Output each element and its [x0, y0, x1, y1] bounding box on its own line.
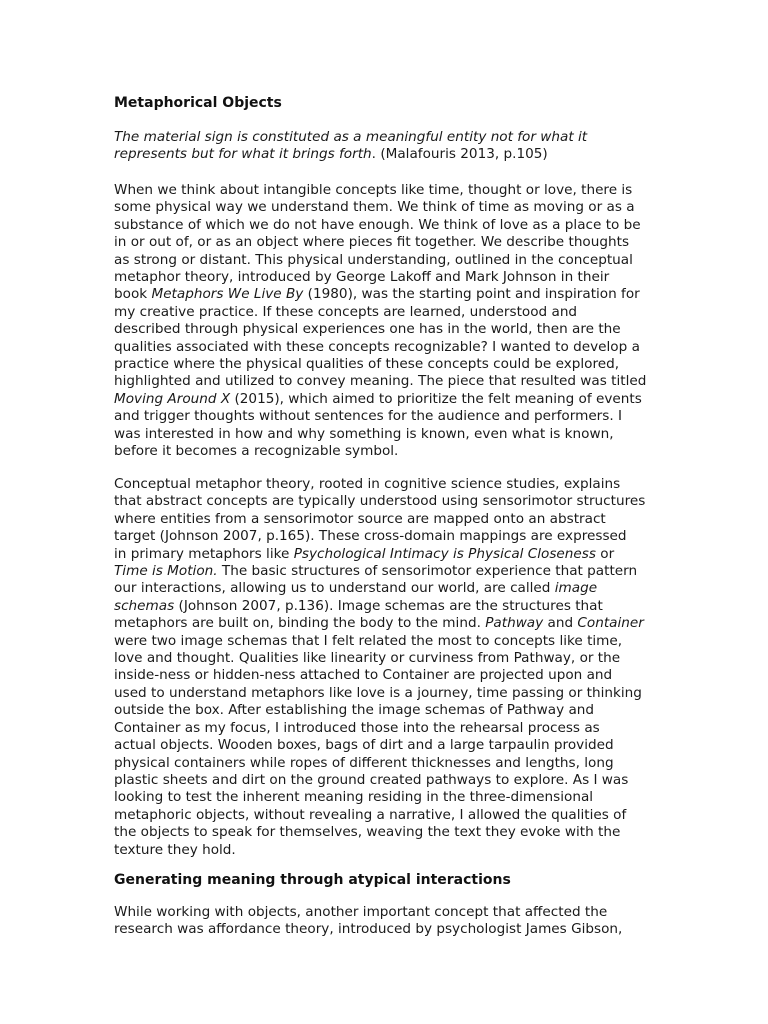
text-line — [114, 269, 662, 286]
text-run: metaphor theory, introduced by George Lakoff and Mark Johnson in their — [114, 269, 610, 286]
text-run: (2015), which aimed to prioritize the felt meaning of events — [230, 390, 642, 407]
text-line — [114, 789, 662, 806]
text-line — [114, 339, 662, 356]
text-line — [114, 426, 662, 443]
text-line — [114, 252, 662, 269]
text-run: our interactions, allowing us to understand our world, are called — [114, 580, 555, 597]
text-run: metaphors are built on, binding the body to the mind. — [114, 615, 486, 632]
text-run: Conceptual metaphor theory, rooted in cognitive science studies, explains — [114, 476, 621, 492]
text-line — [114, 615, 662, 632]
text-line — [114, 356, 662, 373]
section-heading-generating-meaning: Generating meaning through atypical interactions — [114, 872, 511, 888]
epigraph-quote — [114, 129, 662, 164]
text-line — [114, 842, 662, 859]
text-line — [114, 633, 662, 650]
text-run: research was affordance theory, introduced by psychologist James Gibson, — [114, 921, 623, 938]
text-run: described through physical experiences one has in the world, then are the — [114, 321, 621, 338]
text-line — [114, 199, 662, 216]
text-line — [114, 807, 662, 824]
text-run: as strong or distant. This physical understanding, outlined in the conceptual — [114, 251, 633, 268]
italic-text-run: represents but for what it brings forth — [114, 146, 372, 163]
text-run: before it becomes a recognizable symbol. — [114, 443, 399, 460]
text-run: my creative practice. If these concepts are learned, understood and — [114, 303, 578, 320]
text-run: Container as my focus, I introduced those into the rehearsal process as — [114, 719, 600, 736]
text-run: actual objects. Wooden boxes, bags of dirt and a large tarpaulin provided — [114, 737, 614, 754]
paragraph-conceptual-metaphor-theory — [114, 476, 662, 859]
text-line — [114, 702, 662, 719]
text-run: physical containers while ropes of different thicknesses and lengths, long — [114, 754, 614, 771]
text-run: the objects to speak for themselves, weaving the text they evoke with the — [114, 824, 621, 841]
text-run: looking to test the inherent meaning residing in the three-dimensional — [114, 789, 594, 806]
text-line — [114, 921, 662, 938]
text-line — [114, 511, 662, 528]
text-line — [114, 373, 662, 390]
text-run: When we think about intangible concepts like time, thought or love, there is — [114, 182, 633, 198]
text-run: The basic structures of sensorimotor experience that pattern — [217, 563, 638, 580]
text-run: in primary metaphors like — [114, 545, 294, 562]
text-run: and trigger thoughts without sentences for the audience and performers. I — [114, 408, 622, 425]
italic-text-run: Time is Motion. — [114, 563, 218, 580]
text-line — [114, 321, 662, 338]
text-run: inside-ness or hidden-ness attached to Container are projected upon and — [114, 667, 613, 684]
text-run: target (Johnson 2007, p.165). These cross-domain mappings are expressed — [114, 528, 627, 545]
section-heading-metaphorical-objects: Metaphorical Objects — [114, 95, 282, 111]
text-line — [114, 580, 662, 597]
italic-text-run: Moving Around X — [114, 390, 231, 407]
text-run: (Johnson 2007, p.136). Image schemas are the structures that — [174, 597, 603, 614]
text-line — [114, 563, 662, 580]
text-run: qualities associated with these concepts recognizable? I wanted to develop a — [114, 338, 640, 355]
text-line — [114, 546, 662, 563]
text-line — [114, 129, 662, 146]
text-run: (1980), was the starting point and inspiration for — [303, 286, 640, 303]
text-line — [114, 720, 662, 737]
text-run: some physical way we understand them. We think of time as moving or as a — [114, 199, 635, 216]
italic-text-run: Psychological Intimacy is Physical Closeness — [293, 545, 596, 562]
text-line — [114, 146, 662, 163]
text-run: or — [595, 545, 615, 562]
text-run: substance of which we do not have enough. We think of love as a place to be — [114, 216, 641, 233]
text-line — [114, 667, 662, 684]
text-line — [114, 528, 662, 545]
text-run: metaphoric objects, without revealing a narrative, I allowed the qualities of — [114, 806, 627, 823]
text-line — [114, 234, 662, 251]
text-line — [114, 217, 662, 234]
text-run: and — [543, 615, 578, 632]
text-run: texture they hold. — [114, 841, 236, 858]
text-line — [114, 772, 662, 789]
text-line — [114, 904, 662, 921]
italic-text-run: image — [554, 580, 598, 597]
text-run: book — [114, 286, 152, 303]
text-line — [114, 755, 662, 772]
text-line — [114, 493, 662, 510]
text-line — [114, 650, 662, 667]
text-line — [114, 304, 662, 321]
text-run: were two image schemas that I felt related the most to concepts like time, — [114, 632, 623, 649]
italic-text-run: The material sign is constituted as a meaningful entity not for what it — [114, 129, 588, 145]
text-run: love and thought. Qualities like linearity or curviness from Pathway, or the — [114, 650, 621, 667]
italic-text-run: Container — [577, 615, 644, 632]
text-line — [114, 476, 662, 493]
text-line — [114, 737, 662, 754]
text-run: was interested in how and why something is known, even what is known, — [114, 425, 614, 442]
text-run: where entities from a sensorimotor source are mapped onto an abstract — [114, 510, 606, 527]
text-line — [114, 598, 662, 615]
text-line — [114, 182, 662, 199]
text-run: used to understand metaphors like love is a journey, time passing or thinking — [114, 684, 642, 701]
text-run: outside the box. After establishing the image schemas of Pathway and — [114, 702, 595, 719]
text-run: that abstract concepts are typically understood using sensorimotor structures — [114, 493, 646, 510]
text-run: plastic sheets and dirt on the ground created pathways to explore. As I was — [114, 771, 629, 788]
text-run: . (Malafouris 2013, p.105) — [371, 146, 548, 163]
paragraph-intangible-concepts — [114, 182, 662, 461]
text-line — [114, 408, 662, 425]
text-run: highlighted and utilized to convey meaning. The piece that resulted was titled — [114, 373, 647, 390]
italic-text-run: schemas — [114, 597, 175, 614]
italic-text-run: Metaphors We Live By — [151, 286, 304, 303]
text-line — [114, 443, 662, 460]
text-line — [114, 824, 662, 841]
text-line — [114, 391, 662, 408]
text-line — [114, 685, 662, 702]
text-run: in or out of, or as an object where pieces fit together. We describe thoughts — [114, 234, 630, 251]
text-run: practice where the physical qualities of these concepts could be explored, — [114, 356, 620, 373]
italic-text-run: Pathway — [485, 615, 544, 632]
paragraph-affordance-theory — [114, 904, 662, 939]
text-line — [114, 286, 662, 303]
text-run: While working with objects, another important concept that affected the — [114, 904, 608, 920]
